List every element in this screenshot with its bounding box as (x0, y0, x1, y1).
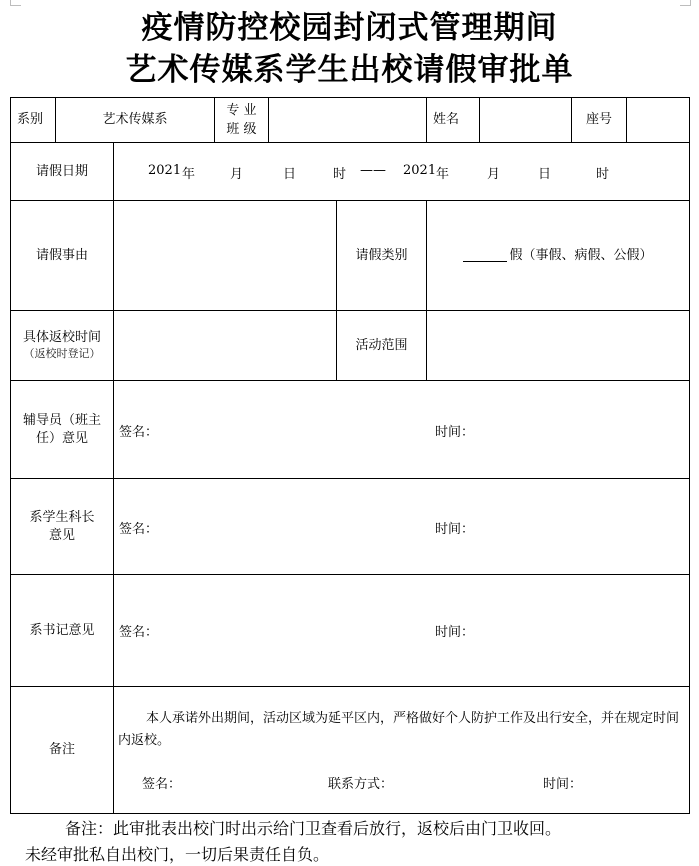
remark-sign-label: 签名： (142, 777, 182, 792)
secretary-opinion-field[interactable] (113, 574, 690, 687)
leave-type-blank (463, 249, 507, 262)
name-field[interactable] (479, 97, 572, 143)
class-label: 班 级 (226, 122, 257, 137)
major-class-label (214, 97, 269, 143)
start-day-unit: 日 (283, 167, 297, 182)
end-month-unit: 月 (487, 167, 501, 182)
end-year: 2021 (403, 163, 437, 178)
end-day-unit: 日 (538, 167, 552, 182)
return-time-label: 具体返校时间 (22, 330, 101, 346)
return-time-field[interactable] (113, 310, 337, 381)
leave-type-field[interactable] (426, 200, 690, 311)
seat-label: 座号 (571, 97, 627, 143)
leave-type-hint: 假（事假、病假、公假） (509, 247, 653, 263)
secretary-opinion-label: 系书记意见 (10, 574, 114, 687)
counselor-sign-label: 签名： (119, 425, 159, 440)
leave-reason-label: 请假事由 (10, 200, 114, 311)
activity-range-field[interactable] (426, 310, 690, 381)
name-label: 姓名 (426, 97, 480, 143)
start-hour-unit: 时 (333, 167, 347, 182)
dept-label: 系别 (10, 97, 56, 143)
end-hour-unit: 时 (596, 167, 610, 182)
footer-note-line1: 备注：此审批表出校门时出示给门卫查看后放行，返校后由门卫收回。 (65, 819, 562, 838)
dept-value[interactable]: 艺术传媒系 (55, 97, 215, 143)
secretary-time-label: 时间： (435, 625, 475, 640)
remark-time-label: 时间： (543, 777, 583, 792)
return-time-sublabel: （返校时登记） (23, 346, 101, 360)
start-year-unit: 年 (182, 167, 196, 182)
start-month-unit: 月 (230, 167, 244, 182)
leave-type-label: 请假类别 (336, 200, 427, 311)
major-class-field[interactable] (268, 97, 427, 143)
return-time-label-cell (10, 310, 114, 381)
counselor-time-label: 时间： (435, 425, 475, 440)
leave-reason-field[interactable] (113, 200, 337, 311)
leave-date-label: 请假日期 (10, 142, 114, 201)
remark-contact-label: 联系方式： (328, 777, 394, 792)
chief-opinion-label: 系学生科长意见 (10, 478, 114, 575)
counselor-opinion-field[interactable] (113, 380, 690, 479)
commitment-text: 本人承诺外出期间，活动区域为延平区内，严格做好个人防护工作及出行安全，并在规定时间内返校。 (118, 711, 680, 748)
chief-opinion-field[interactable] (113, 478, 690, 575)
end-year-unit: 年 (436, 167, 450, 182)
chief-time-label: 时间： (435, 522, 475, 537)
start-year: 2021 (148, 163, 182, 178)
activity-range-label: 活动范围 (336, 310, 427, 381)
seat-field[interactable] (626, 97, 690, 143)
major-label: 专 业 (226, 103, 257, 118)
footer-note-line2: 未经审批私自出校门，一切后果责任自负。 (25, 845, 330, 864)
remark-label: 备注 (10, 686, 114, 814)
date-range-dash: —— (360, 163, 386, 178)
counselor-opinion-label: 辅导员（班主任）意见 (10, 380, 114, 479)
chief-sign-label: 签名： (119, 522, 159, 537)
secretary-sign-label: 签名： (119, 625, 159, 640)
form-title-line2: 艺术传媒系学生出校请假审批单 (125, 52, 574, 88)
form-title-line1: 疫情防控校园封闭式管理期间 (141, 10, 558, 46)
